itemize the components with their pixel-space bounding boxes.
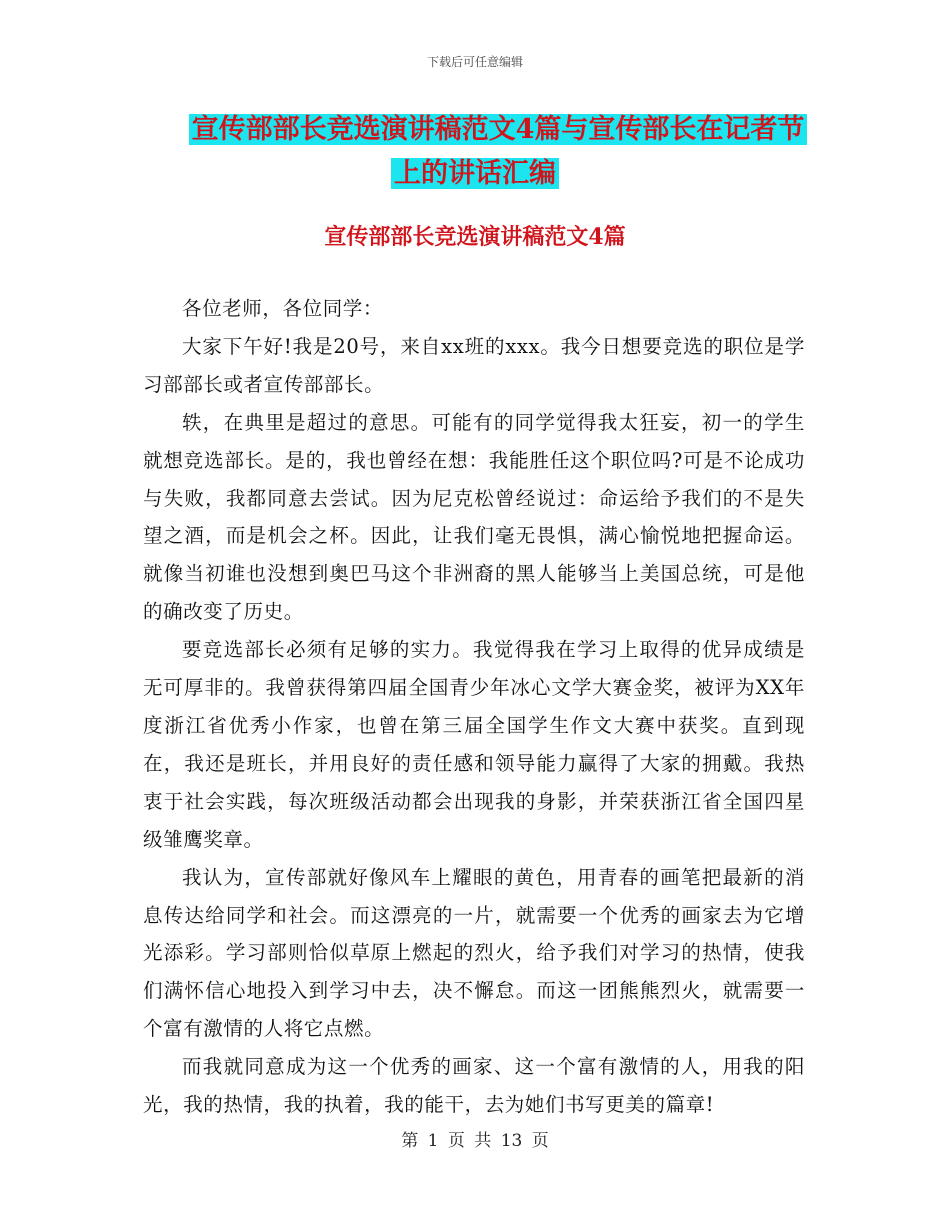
paragraph: 轶，在典里是超过的意思。可能有的同学觉得我太狂妄，初一的学生就想竞选部长。是的，我也曾经在想：我能胜任这个职位吗?可是不论成功与失败，我都同意去尝试。因为尼克松曾经说过：命运给予我们的不是失望之酒，而是机会之杯。因此，让我们毫无畏惧，满心愉悦地把握命运。就像当初谁也没想到奥巴马这个非洲裔的黑人能够当上美国总统，可是他的确改变了历史。 [143, 410, 805, 624]
section-title: 宣传部部长竞选演讲稿范文4篇 [324, 224, 626, 250]
paragraph-greeting: 各位老师，各位同学： [182, 297, 384, 320]
paragraph: 大家下午好!我是20号，来自xx班的xxx。我今日想要竞选的职位是学习部部长或者宣传部部长。 [143, 334, 805, 396]
document-title-line-1-text: 宣传部部长竞选演讲稿范文4篇与宣传部长在记者节 [189, 114, 808, 145]
page-number-footer: 第 1 页 共 13 页 [401, 1131, 549, 1151]
paragraph: 要竞选部长必须有足够的实力。我觉得我在学习上取得的优异成绩是无可厚非的。我曾获得第四届全国青少年冰心文学大赛金奖，被评为XX年度浙江省优秀小作家，也曾在第三届全国学生作文大赛中获奖。直到现在，我还是班长，并用良好的责任感和领导能力赢得了大家的拥戴。我热衷于社会实践，每次班级活动都会出现我的身影，并荣获浙江省全国四星级雏鹰奖章。 [143, 638, 805, 851]
header-note: 下载后可任意编辑 [426, 55, 523, 69]
paragraph: 我认为，宣传部就好像风车上耀眼的黄色，用青春的画笔把最新的消息传达给同学和社会。而这漂亮的一片，就需要一个优秀的画家去为它增光添彩。学习部则恰似草原上燃起的烈火，给予我们对学习的热情，使我们满怀信心地投入到学习中去，决不懈怠。而这一团熊熊烈火，就需要一个富有激情的人将它点燃。 [143, 865, 805, 1041]
paragraph: 而我就同意成为这一个优秀的画家、这一个富有激情的人，用我的阳光，我的热情，我的执着，我的能干，去为她们书写更美的篇章! [143, 1055, 805, 1117]
document-title-line-1 [23, 110, 950, 150]
body-text [143, 290, 805, 1124]
document-title-line-2 [0, 154, 950, 194]
document-title-line-2-text: 上的讲话汇编 [391, 158, 559, 189]
